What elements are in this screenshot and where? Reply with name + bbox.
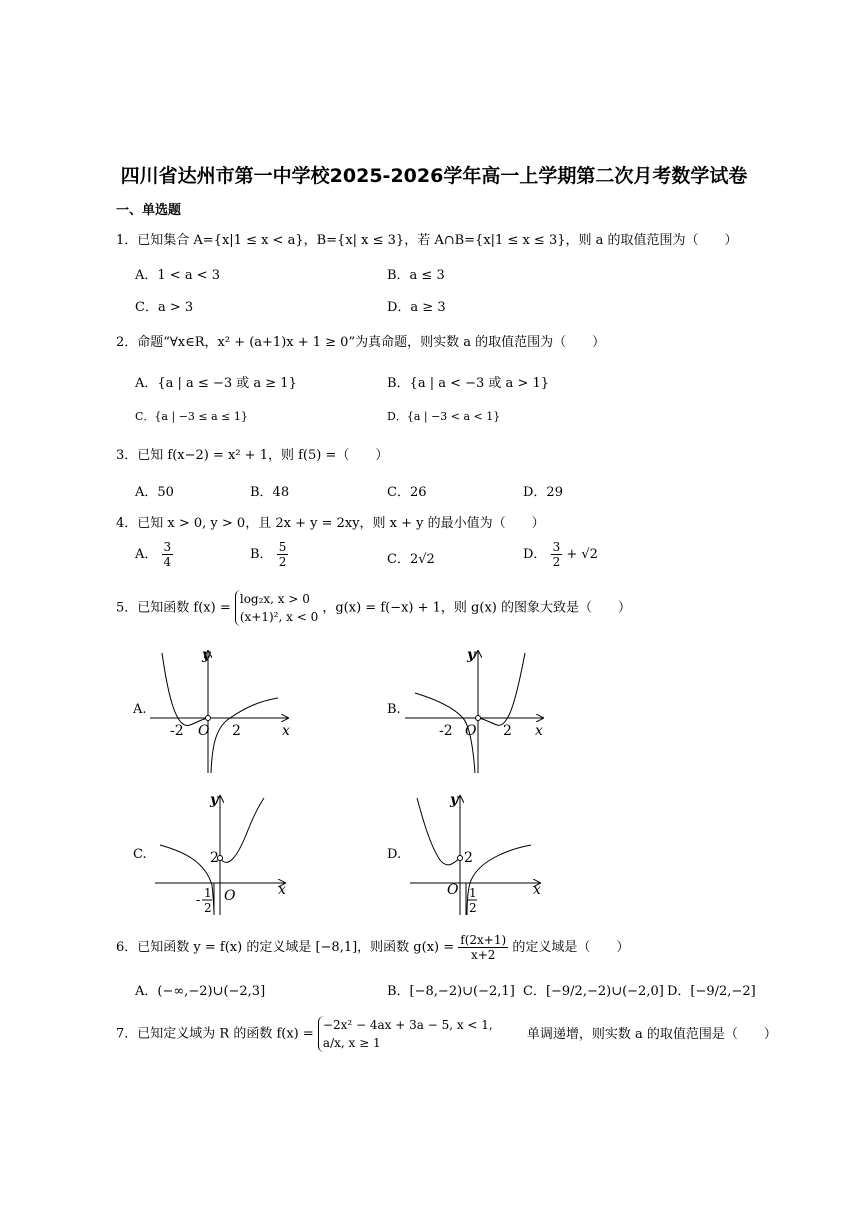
question-6-stem	[116, 933, 629, 962]
q5-stem-pre: 5．已知函数 f(x) =	[116, 600, 231, 616]
q6-option-d: D．[−9/2,−2]	[667, 984, 756, 999]
q7-piecewise	[318, 1016, 493, 1052]
q6-stem-pre: 6．已知函数 y = f(x) 的定义域是 [−8,1]，则函数 g(x) =	[116, 940, 455, 955]
tick-half-den: 2	[204, 901, 212, 915]
q2-option-a: A．{a | a ≤ −3 或 a ≥ 1}	[135, 376, 297, 391]
q5-option-d: D.	[387, 847, 402, 862]
q5-option-c: C.	[133, 847, 147, 862]
q7-piece-1: −2x² − 4ax + 3a − 5, x < 1,	[322, 1018, 493, 1032]
y-label: y	[450, 792, 459, 808]
curve-left	[417, 798, 460, 865]
question-1-stem: 1．已知集合 A={x|1 ≤ x < a}，B={x| x ≤ 3}，若 A∩B={x|1 ≤ x ≤ 3}，则 a 的取值范围为（ ）	[116, 233, 738, 248]
x-label: x	[278, 882, 286, 898]
q5-option-a: A.	[133, 702, 147, 717]
q4-option-d-tail: + √2	[566, 547, 598, 562]
question-2-stem: 2．命题“∀x∈R，x² + (a+1)x + 1 ≥ 0”为真命题，则实数 a 的取值范围为（ ）	[116, 335, 606, 350]
q7-stem-post: 单调递增，则实数 a 的取值范围是（ ）	[526, 1026, 777, 1042]
q2-option-b: B．{a | a < −3 或 a > 1}	[387, 376, 550, 391]
q2-option-c: C．{a | −3 ≤ a ≤ 1}	[135, 410, 248, 423]
question-3-stem: 3．已知 f(x−2) = x² + 1，则 f(5) =（ ）	[116, 448, 389, 463]
graph-b	[405, 645, 555, 775]
y-label: y	[467, 647, 476, 663]
question-4-stem: 4．已知 x > 0, y > 0，且 2x + y = 2xy，则 x + y 的最小值为（ ）	[116, 516, 545, 531]
tick-2: 2	[232, 723, 241, 739]
curve-right	[211, 698, 278, 773]
y-label: y	[202, 647, 211, 663]
graph-a	[150, 645, 300, 775]
q7-piece-2: a/x, x ≥ 1	[322, 1036, 381, 1050]
tick-neg2: -2	[439, 723, 453, 739]
curve-right	[478, 653, 525, 725]
open-point	[476, 716, 481, 721]
q5-option-b: B.	[387, 702, 401, 717]
origin-label: O	[198, 723, 210, 739]
q3-option-a: A．50	[135, 485, 174, 500]
q5-piece-1: log₂x, x > 0	[239, 592, 310, 606]
q3-option-b: B．48	[250, 485, 290, 500]
q1-option-c: C．a > 3	[135, 300, 194, 315]
y-label: y	[210, 792, 219, 808]
q4-option-c: C．2√2	[387, 552, 435, 567]
q2-option-d: D．{a | −3 < a < 1}	[387, 410, 501, 423]
q3-option-d: D．29	[523, 485, 563, 500]
q4-option-a	[135, 540, 173, 569]
q4-option-b-fraction: $\frac{5}{2}$	[278, 540, 287, 569]
q4-option-d-label: D．	[523, 547, 547, 562]
tick-2: 2	[464, 850, 473, 866]
question-5-stem	[116, 590, 631, 626]
q6-option-a: A．(−∞,−2)∪(−2,3]	[135, 984, 266, 999]
open-point	[458, 856, 463, 861]
q3-option-c: C．26	[387, 485, 427, 500]
q7-stem-pre: 7．已知定义域为 R 的函数 f(x) =	[116, 1026, 314, 1042]
q4-option-a-label: A．	[135, 547, 158, 562]
x-label: x	[533, 882, 541, 898]
q6-fraction: $\frac{f(2x+1)}{x+2}$	[460, 933, 507, 962]
q1-option-a: A．1 < a < 3	[135, 268, 220, 283]
tick-half-den: 2	[469, 901, 477, 915]
origin-label: O	[224, 888, 236, 904]
q4-option-d	[523, 540, 598, 569]
tick-half-num: 1	[469, 886, 477, 900]
graph-d	[405, 790, 555, 920]
curve-right	[220, 798, 264, 862]
q6-stem-post: 的定义域是（ ）	[512, 940, 630, 955]
section-heading: 一、单选题	[116, 203, 182, 218]
tick-half-num: 1	[204, 886, 212, 900]
q4-option-a-fraction: $\frac{3}{4}$	[163, 540, 172, 569]
curve-left	[162, 653, 208, 725]
tick-2: 2	[503, 723, 512, 739]
q6-option-b: B．[−8,−2)∪(−2,1]	[387, 984, 515, 999]
graph-c	[150, 790, 300, 920]
tick-neg-sign: -	[196, 893, 201, 908]
question-7-stem	[116, 1016, 777, 1052]
tick-2: 2	[210, 850, 219, 866]
q4-option-b	[250, 540, 288, 569]
q5-piecewise	[235, 590, 318, 626]
q5-piece-2: (x+1)², x < 0	[239, 610, 319, 624]
open-point	[206, 716, 211, 721]
q4-option-b-label: B．	[250, 547, 273, 562]
origin-label: O	[447, 882, 459, 898]
q1-option-b: B．a ≤ 3	[387, 268, 445, 283]
q5-stem-post: ，g(x) = f(−x) + 1，则 g(x) 的图象大致是（ ）	[322, 600, 631, 616]
q4-option-d-fraction: $\frac{3}{2}$	[552, 540, 561, 569]
x-label: x	[535, 723, 543, 739]
q1-option-d: D．a ≥ 3	[387, 300, 446, 315]
tick-neg2: -2	[170, 723, 184, 739]
origin-label: O	[465, 723, 477, 739]
x-label: x	[282, 723, 290, 739]
q6-option-c: C．[−9/2,−2)∪(−2,0]	[523, 984, 664, 999]
page-title: 四川省达州市第一中学校2025-2026学年高一上学期第二次月考数学试卷	[120, 165, 748, 187]
